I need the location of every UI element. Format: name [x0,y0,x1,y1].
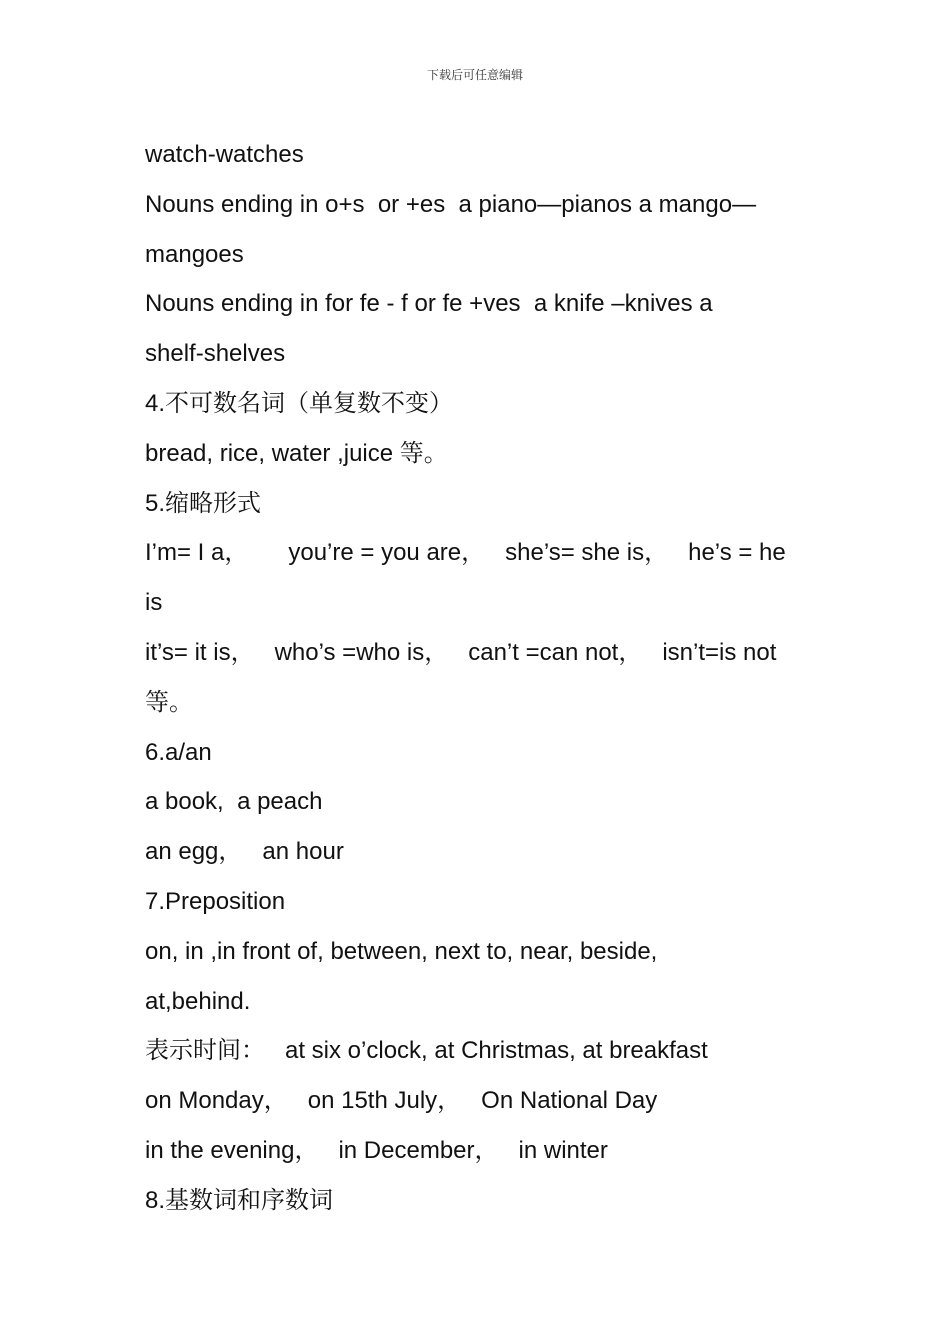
text-line: mangoes [145,240,244,268]
text-line: 表示时间： at six o’clock, at Christmas, at breakfast [145,1037,708,1065]
page-header-note: 下载后可任意编辑 [426,68,523,82]
text-line: on Monday， on 15th July， On National Day [145,1087,658,1115]
text-line: bread, rice, water ,juice 等。 [145,439,448,467]
text-line: shelf-shelves [145,340,286,368]
text-line: is [145,589,163,617]
text-line: in the evening， in December， in winter [145,1136,608,1164]
document-body [145,130,825,1226]
section-heading: 7.Preposition [145,887,286,915]
text-line: Nouns ending in o+s or +es a piano—pianos a mango— [145,190,757,218]
section-heading: 6.a/an [145,738,212,766]
text-line: on, in ,in front of, between, next to, near, beside, [145,937,658,965]
section-heading: 8.基数词和序数词 [145,1186,334,1214]
text-line: an egg， an hour [145,838,344,866]
text-line: a book, a peach [145,788,323,816]
text-line: watch-watches [145,141,304,168]
text-line: at,behind. [145,987,251,1015]
section-heading: 4.不可数名词（单复数不变） [145,389,454,417]
section-heading: 5.缩略形式 [145,489,262,517]
text-line: 等。 [145,688,193,716]
text-line: it’s= it is， who’s =who is， can’t =can not， isn’t=is not [145,638,777,666]
text-line: Nouns ending in for fe - f or fe +ves a knife –knives a [145,290,713,318]
text-line: I’m= I a， you’re = you are， she’s= she is， he’s = he [145,539,786,567]
